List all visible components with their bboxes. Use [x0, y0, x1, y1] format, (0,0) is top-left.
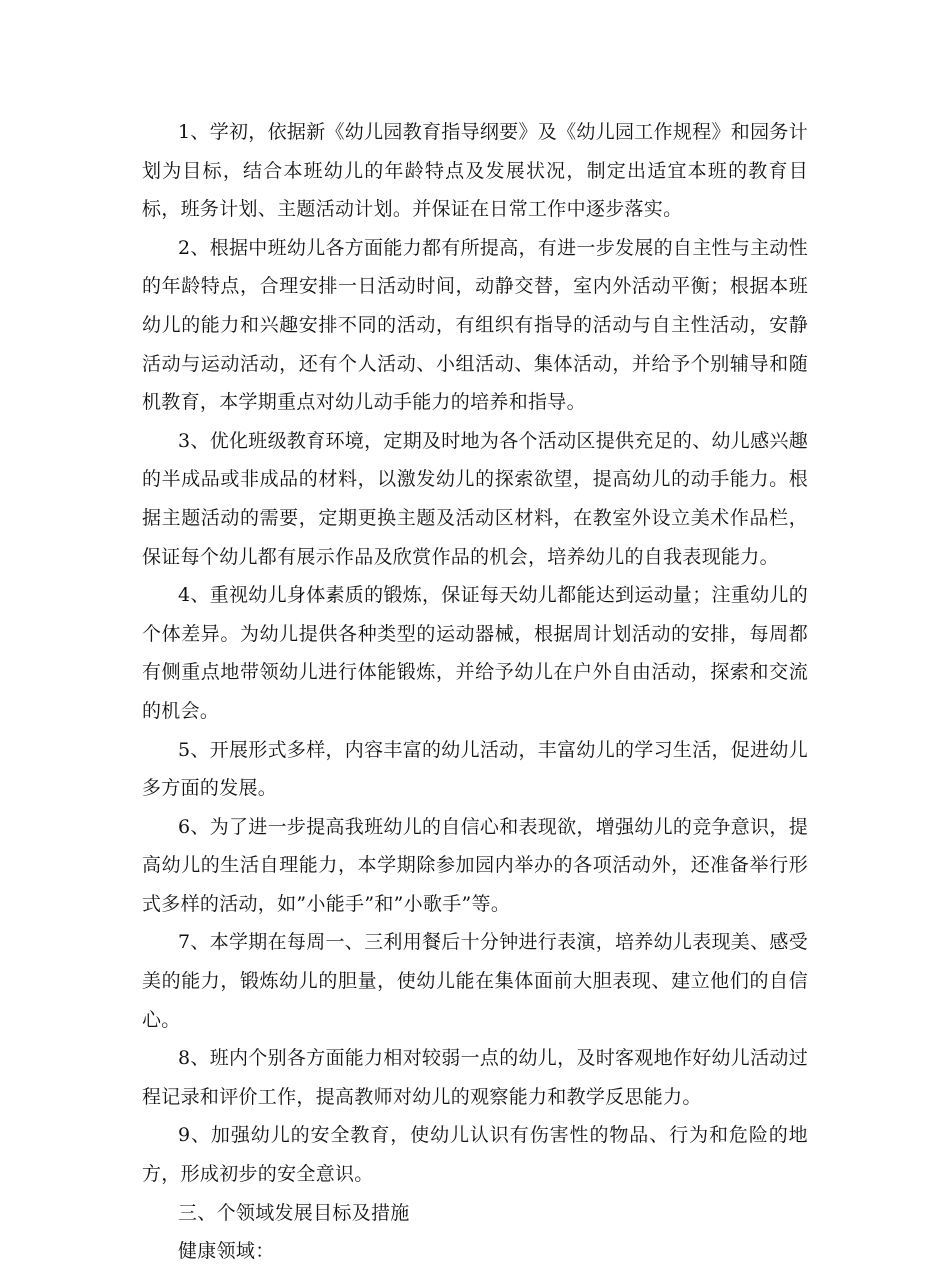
paragraph-item-6: 6、为了进一步提高我班幼儿的自信心和表现欲，增强幼儿的竞争意识，提高幼儿的生活自理能力，本学期除参加园内举办的各项活动外，还准备举行形式多样的活动，如”小能手”和”小歌手”等。 — [142, 815, 808, 915]
paragraph-item-7: 7、本学期在每周一、三利用餐后十分钟进行表演，培养幼儿表现美、感受美的能力，锻炼幼儿的胆量，使幼儿能在集体面前大胆表现、建立他们的自信心。 — [142, 931, 808, 1031]
paragraph-item-1: 1、学初，依据新《幼儿园教育指导纲要》及《幼儿园工作规程》和园务计划为目标，结合本班幼儿的年龄特点及发展状况，制定出适宜本班的教育目标，班务计划、主题活动计划。并保证在日常工作中逐步落实。 — [142, 121, 808, 221]
paragraph-item-2: 2、根据中班幼儿各方面能力都有所提高，有进一步发展的自主性与主动性的年龄特点，合理安排一日活动时间，动静交替，室内外活动平衡；根据本班幼儿的能力和兴趣安排不同的活动，有组织有指导的活动与自主性活动，安静活动与运动活动，还有个人活动、小组活动、集体活动，并给予个别辅导和随机教育，本学期重点对幼儿动手能力的培养和指导。 — [142, 236, 808, 414]
paragraph-item-9: 9、加强幼儿的安全教育，使幼儿认识有伤害性的物品、行为和危险的地方，形成初步的安全意识。 — [142, 1124, 808, 1186]
paragraph-item-8: 8、班内个别各方面能力相对较弱一点的幼儿，及时客观地作好幼儿活动过程记录和评价工作，提高教师对幼儿的观察能力和教学反思能力。 — [142, 1047, 808, 1108]
section-heading: 三、个领域发展目标及措施 — [178, 1201, 410, 1224]
document-body — [142, 113, 808, 1271]
subsection-heading: 健康领域： — [178, 1240, 275, 1263]
paragraph-item-3: 3、优化班级教育环境，定期及时地为各个活动区提供充足的、幼儿感兴趣的半成品或非成品的材料，以激发幼儿的探索欲望，提高幼儿的动手能力。根据主题活动的需要，定期更换主题及活动区材料，在教室外设立美术作品栏，保证每个幼儿都有展示作品及欣赏作品的机会，培养幼儿的自我表现能力。 — [142, 429, 808, 568]
paragraph-item-4: 4、重视幼儿身体素质的锻炼，保证每天幼儿都能达到运动量；注重幼儿的个体差异。为幼儿提供各种类型的运动器械，根据周计划活动的安排，每周都有侧重点地带领幼儿进行体能锻炼，并给予幼儿在户外自由活动，探索和交流的机会。 — [142, 584, 808, 722]
paragraph-item-5: 5、开展形式多样，内容丰富的幼儿活动，丰富幼儿的学习生活，促进幼儿多方面的发展。 — [142, 738, 808, 800]
